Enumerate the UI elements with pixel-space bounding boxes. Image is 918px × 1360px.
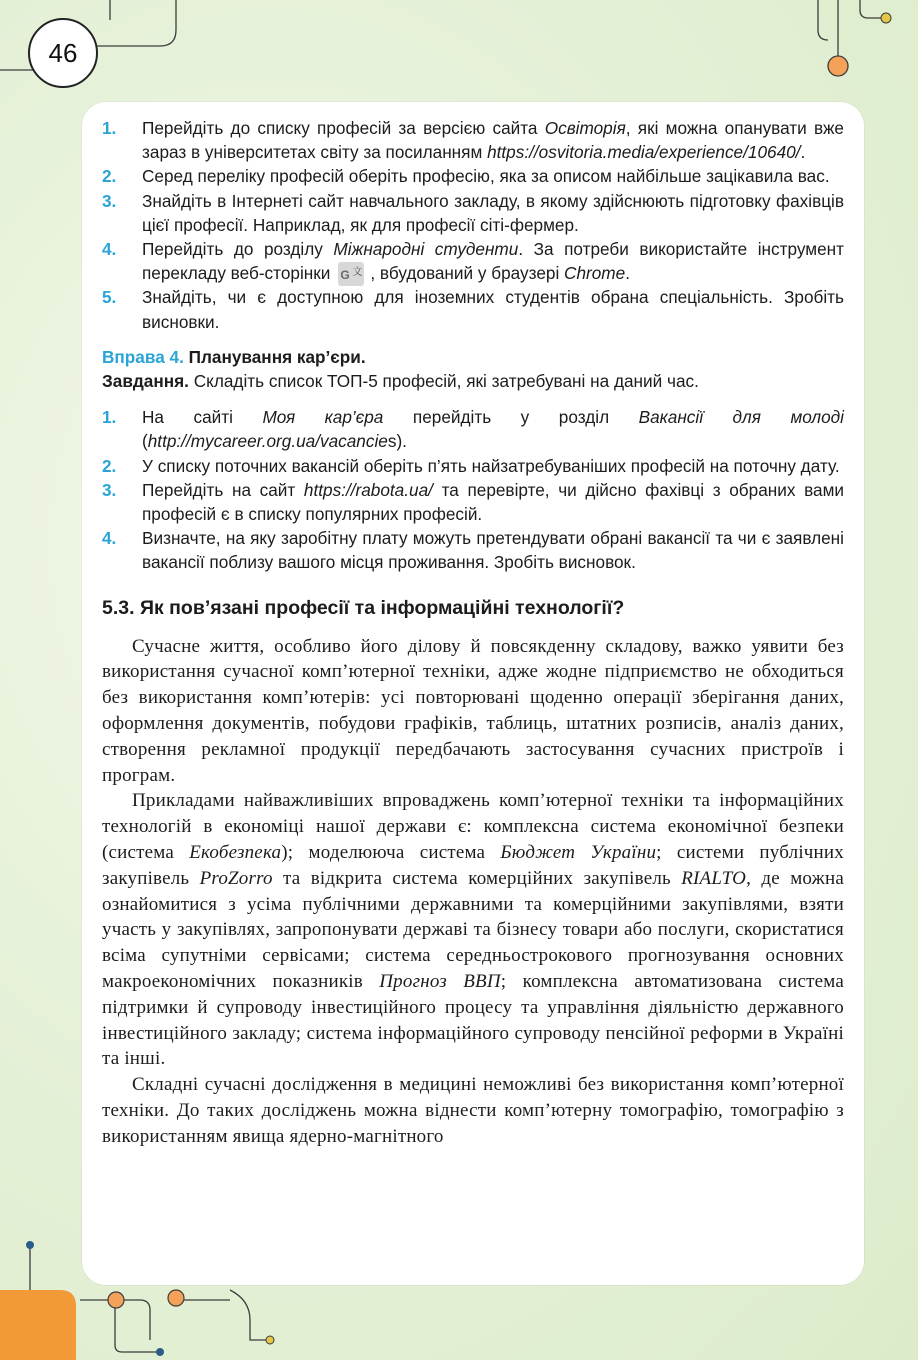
paragraph: Сучасне життя, особливо його ділову й повсякденну складову, важко уявити без використання сучасної комп’ютерної техніки, адже жодне підприємство не обходиться без використання комп’ютерів: усі повторювані щоденно операції зберігання даних, оформлення документів, побудови графіків, таблиць, штатних розписів, аналіз даних, створення рекламної продукції передбачають застосування сучасних пристроїв і програм.: [102, 635, 844, 786]
dot-orange-icon: [828, 56, 848, 76]
list-number: 3.: [102, 479, 117, 500]
list-number: 1.: [102, 118, 117, 138]
list-item: 2. Серед переліку професій оберіть професію, яка за описом найбільше зацікавила вас.: [102, 164, 844, 188]
list-item: 3. Перейдіть на сайт https://rabota.ua/ та перевірте, чи дійсно фахівці з обраних вами професій є в списку популярних професій.: [102, 479, 844, 525]
list-item: 1. Перейдіть до списку професій за версією сайта Освіторія, які можна опанувати вже зараз в університетах світу за посиланням https://osvitoria.media/experience/10640/.: [102, 118, 844, 163]
list-item: 4. Визначте, на яку заробітну плату можуть претендувати обрані вакансії та чи є заявлені вакансії поблизу вашого місця проживання. Зробіть висновок.: [102, 528, 844, 573]
list-number: 3.: [102, 190, 117, 211]
steps-list-2: [102, 405, 844, 574]
paragraph: Складні сучасні дослідження в медицині неможливі без використання комп’ютерної техніки. До таких досліджень можна віднести комп’ютерну томографію, томографію з використанням явища ядерно-магнітного: [102, 1074, 844, 1147]
list-item: 5. Знайдіть, чи є доступною для іноземних студентів обрана спеціальність. Зробіть висновки.: [102, 287, 844, 332]
link-text: https://osvitoria.media/experience/10640/: [487, 142, 801, 163]
task-text: Складіть список ТОП-5 професій, які затребувані на даний час.: [188, 371, 699, 392]
content-card: [82, 102, 864, 1285]
list-number: 4.: [102, 528, 117, 549]
list-number: 1.: [102, 407, 117, 428]
list-number: 2.: [102, 166, 117, 187]
page-number: 46: [28, 18, 98, 88]
steps-list-1: [102, 116, 844, 334]
exercise-label: Вправа 4.: [102, 346, 184, 367]
body-text: [102, 634, 844, 1150]
task-label: Завдання.: [102, 371, 189, 392]
section-title: 5.3. Як пов’язані професії та інформаційні технології?: [102, 596, 625, 619]
exercise-block: [102, 345, 844, 393]
paragraph: Прикладами найважливіших впроваджень комп’ютерної техніки та інформаційних технологій в економіці нашої держави є: комплексна система економічної безпеки (система Екобезпека); моделююча система Бюджет України; системи публічних закупівель ProZorro та відкрита система комерційних закупівель RIALTO, де можна ознайомитися з усіма публічними державними та комерційними закупівлями, взяти участь у закупівлях, запропонувати державі та бізнесу товари або послуги, скористатися всіма супутніми сервісами; система середньострокового прогнозування основних макроекономічних показників Прогноз ВВП; комплексна автоматизована система підтримки й супроводу інвестиційного процесу та управління діяльністю державного інвестиційного закладу; система інформаційного супроводу пенсійної реформи в Україні та інші.: [102, 790, 844, 1070]
google-translate-icon: [338, 262, 364, 286]
link-text: https://rabota.ua/: [303, 479, 433, 500]
list-item: 1. На сайті Моя кар’єра перейдіть у розділ Вакансії для молоді (http://mycareer.org.ua/vacancies).: [102, 407, 844, 452]
list-number: 2.: [102, 455, 117, 476]
link-text: http://mycareer.org.ua/vacancie: [147, 431, 388, 452]
list-item: 4. Перейдіть до розділу Міжнародні студенти. За потреби використайте інструмент перекладу веб-сторінкиG 文 , вбудований у браузері Chrome.: [102, 237, 844, 285]
list-item: 3. Знайдіть в Інтернеті сайт навчального закладу, в якому здійснюють підготовку фахівців цієї професії. Наприклад, як для професії сіті-фермер.: [102, 190, 844, 235]
exercise-title: Планування кар’єри.: [188, 346, 366, 367]
list-item: 2. У списку поточних вакансій оберіть п’ять найзатребуваніших професій на поточну дату.: [102, 454, 844, 478]
list-number: 5.: [102, 287, 117, 308]
list-number: 4.: [102, 239, 117, 260]
